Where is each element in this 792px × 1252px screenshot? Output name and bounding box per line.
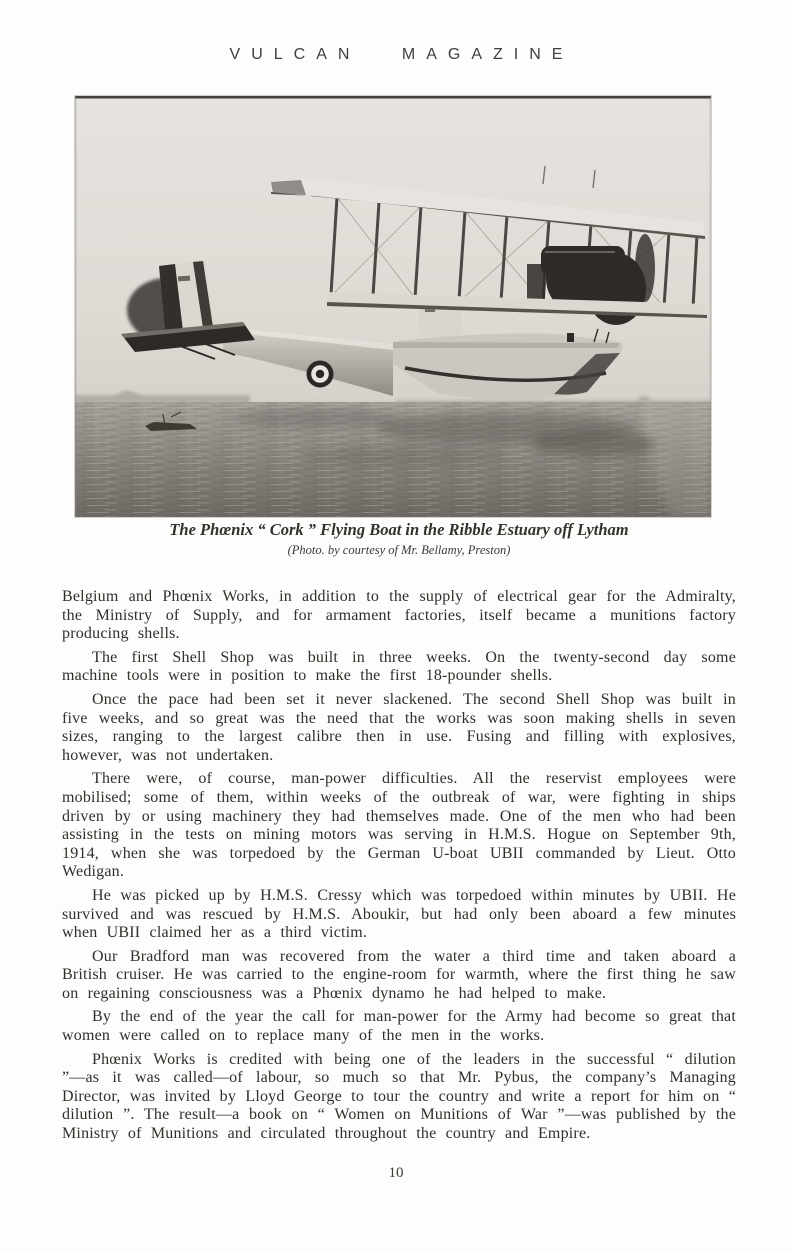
paragraph: The first Shell Shop was built in three weeks. On the twenty-second day some machine tools were in position to make the first 18-pounder shells. (62, 648, 736, 685)
article-body (62, 588, 736, 1149)
paragraph: Phœnix Works is credited with being one of the leaders in the successful “ dilution ”—as it was called—of labour, so much so that Mr. Pybus, the company’s Managing Director, was invited by Lloyd George to tour the country and write a report for him on “ dilution ”. The result—a book on “ Women on Munitions of War ”—was published by the Ministry of Munitions and circulated throughout the country and Empire. (62, 1050, 736, 1143)
paragraph: He was picked up by H.M.S. Cressy which was torpedoed within minutes by UBII. He survived and was rescued by H.M.S. Aboukir, but had only been aboard a few minutes when UBII claimed her as a third victim. (62, 886, 736, 942)
photo-credit: (Photo. by courtesy of Mr. Bellamy, Preston) (287, 543, 511, 557)
paragraph: Our Bradford man was recovered from the water a third time and taken aboard a British cruiser. He was carried to the engine-room for warmth, where the first thing he saw on regaining consciousness was a Phœnix dynamo he had helped to make. (62, 947, 736, 1002)
paragraph: Once the pace had been set it never slackened. The second Shell Shop was built in five weeks, and so great was the need that the works was soon making shells in seven sizes, ranging to the largest calibre then in use. Fusing and filling with explosives, however, was not undertaken. (62, 690, 736, 764)
paragraph: By the end of the year the call for man-power for the Army had become so great that women were called on to replace many of the men in the works. (62, 1008, 736, 1045)
magazine-title: VULCAN MAGAZINE (229, 46, 574, 63)
halftone-overlay (75, 96, 711, 517)
paragraph: There were, of course, man-power difficulties. All the reservist employees were mobilised; some of them, within weeks of the outbreak of war, were fighting in ships driven by or using machinery they had themselves made. One of the men who had been assisting in the tests on mining motors was serving in H.M.S. Hogue on September 9th, 1914, when she was torpedoed by the German U-boat UBII commanded by Lieut. Otto Wedigan. (62, 770, 736, 881)
paragraph: Belgium and Phœnix Works, in addition to the supply of electrical gear for the Admiralty, the Ministry of Supply, and for armament factories, itself became a munitions factory producing shells. (62, 588, 736, 643)
page-number: 10 (388, 1165, 404, 1181)
photo-figure (75, 96, 711, 517)
photo-caption: The Phœnix “ Cork ” Flying Boat in the Ribble Estuary off Lytham (169, 520, 629, 539)
flying-boat-photo (75, 96, 711, 517)
